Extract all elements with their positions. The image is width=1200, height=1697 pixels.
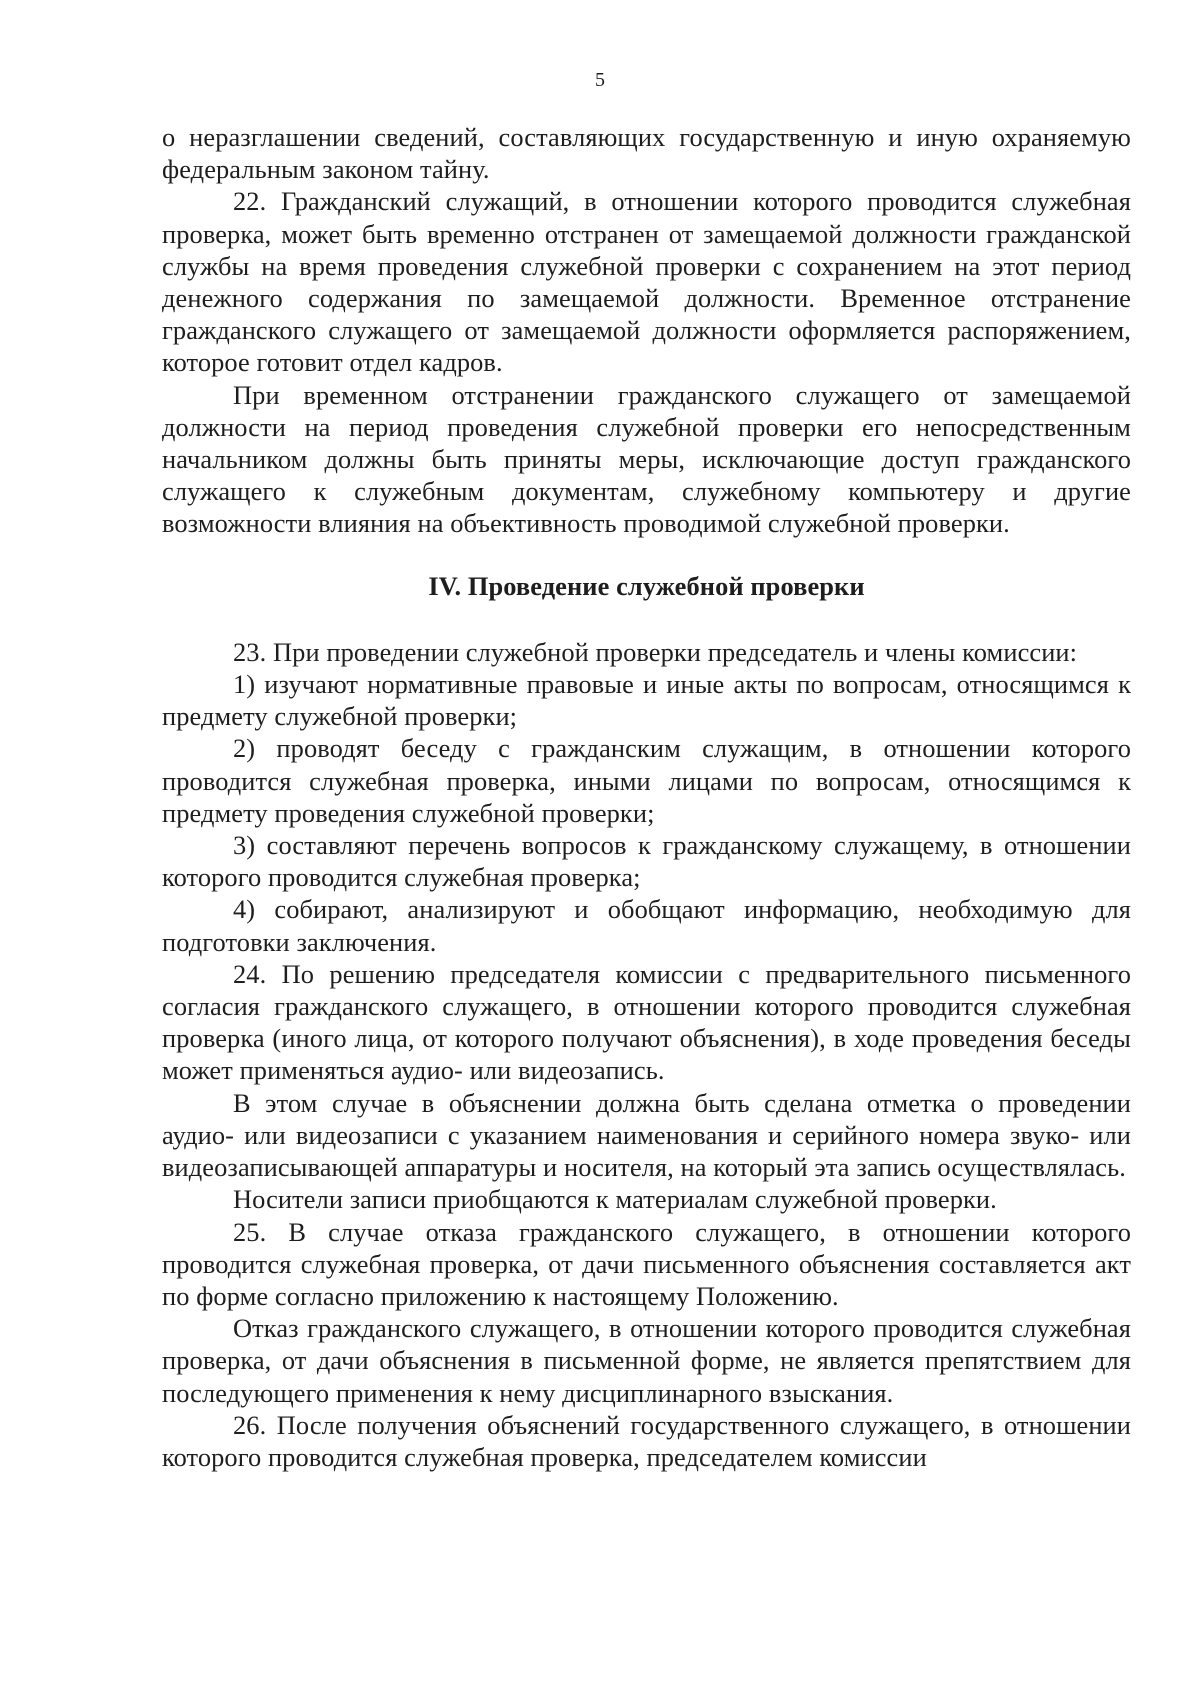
section-heading: IV. Проведение служебной проверки (428, 570, 865, 601)
paragraph-22-suspension: При временном отстранении гражданского служащего от замещаемой должности на период проведения служебной проверки его непосредственным начальником должны быть приняты меры, исключающие доступ гражданского служащего к служебным документам, служебному компьютеру и другие возможности влияния на объективность проводимой служебной проверки. (162, 379, 1131, 539)
paragraph-25: 25. В случае отказа гражданского служащего, в отношении которого проводится служебная проверка, от дачи письменного объяснения составляется акт по форме согласно приложению к настоящему Положению. (162, 1216, 1131, 1311)
list-item-3: 3) составляют перечень вопросов к гражданскому служащему, в отношении которого проводится служебная проверка; (162, 830, 1131, 893)
list-item-1: 1) изучают нормативные правовые и иные акты по вопросам, относящимся к предмету служебной проверки; (162, 669, 1131, 732)
list-item-2: 2) проводят беседу с гражданским служащим, в отношении которого проводится служебная проверка, иными лицами по вопросам, относящимся к предмету проведения служебной проверки; (162, 733, 1131, 828)
paragraph-26: 26. После получения объяснений государственного служащего, в отношении которого проводится служебная проверка, председателем комиссии (162, 1409, 1131, 1472)
paragraph-24: 24. По решению председателя комиссии с предварительного письменного согласия гражданского служащего, в отношении которого проводится служебная проверка (иного лица, от которого получают объяснения), в ходе проведения беседы может применяться аудио- или видеозапись. (162, 958, 1131, 1086)
document-body (162, 121, 1131, 1473)
paragraph-25-refusal: Отказ гражданского служащего, в отношении которого проводится служебная проверка, от дачи объяснения в письменной форме, не является препятствием для последующего применения к нему дисциплинарного взыскания. (162, 1313, 1131, 1408)
paragraph-22: 22. Гражданский служащий, в отношении которого проводится служебная проверка, может быть временно отстранен от замещаемой должности гражданской службы на время проведения служебной проверки с сохранением на этот период денежного содержания по замещаемой должности. Временное отстранение гражданского служащего от замещаемой должности оформляется распоряжением, которое готовит отдел кадров. (162, 186, 1131, 378)
page-number: 5 (595, 69, 605, 91)
paragraph-24-media: Носители записи приобщаются к материалам служебной проверки. (233, 1184, 997, 1215)
paragraph-23: 23. При проведении служебной проверки председатель и члены комиссии: (233, 636, 1078, 667)
list-item-4: 4) собирают, анализируют и обобщают информацию, необходимую для подготовки заключения. (162, 894, 1131, 957)
paragraph-continuation: о неразглашении сведений, составляющих государственную и иную охраняемую федеральным законом тайну. (162, 122, 1131, 185)
paragraph-24-note: В этом случае в объяснении должна быть сделана отметка о проведении аудио- или видеозаписи с указанием наименования и серийного номера звуко- или видеозаписывающей аппаратуры и носителя, на который эта запись осуществлялась. (162, 1087, 1131, 1183)
